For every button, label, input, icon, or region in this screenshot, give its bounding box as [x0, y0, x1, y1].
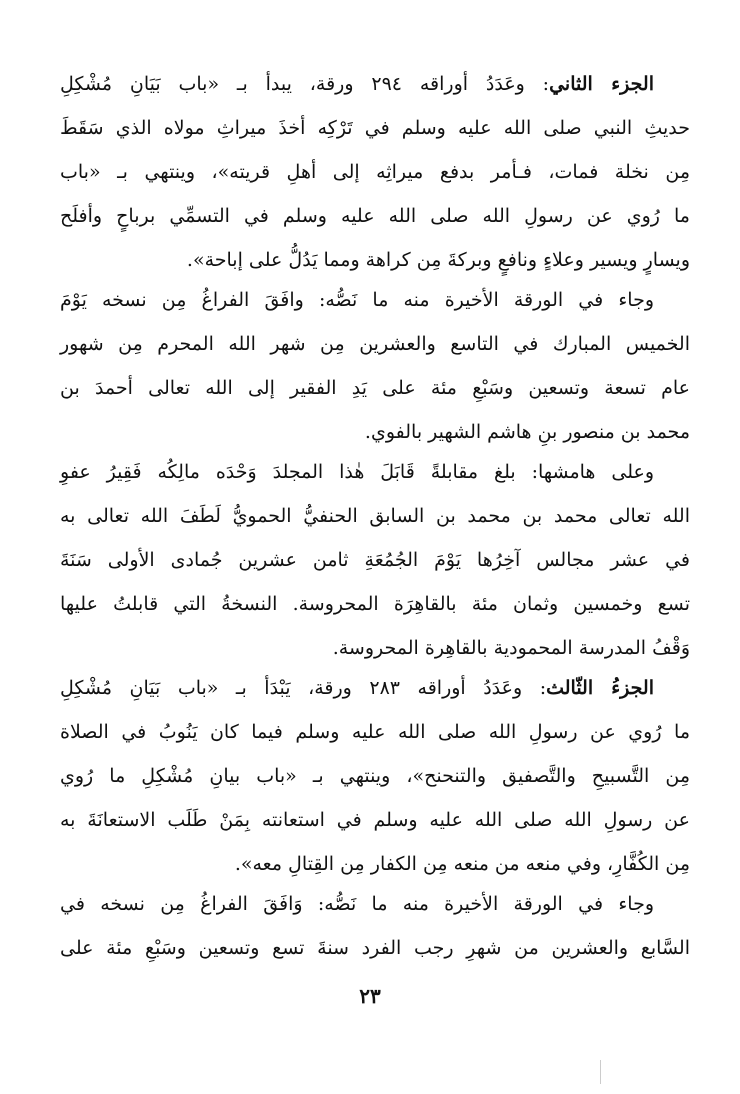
- text-line: في عشر مجالس آخِرُها يَوْمَ الجُمُعَةِ ثامن عشرين جُمادى الأولى سَنَةَ: [60, 549, 690, 571]
- paragraph-part-two: [60, 62, 690, 282]
- paragraph-colophon-two: [60, 278, 690, 454]
- page-number: ٢٣: [359, 984, 381, 1008]
- text-line: محمد بن منصور بنِ هاشم الشهير بالفوي.: [364, 421, 690, 443]
- text-line: وعلى هامشها: بلغ مقابلةً قَابَلَ هٰذا المجلدَ وَحْدَه مالِكُه فَقِيرُ عفوِ: [60, 461, 654, 483]
- part-heading: الجزءُ الثّالث: [546, 677, 654, 699]
- line-text: : وعَدَدُ أوراقه ٢٩٤ ورقة، يبدأ بـ «باب بَيَانِ مُشْكِلِ: [60, 73, 550, 95]
- text-line: [60, 666, 690, 710]
- part-heading: الجزء الثاني: [549, 73, 654, 95]
- text-line: وجاء في الورقة الأخيرة منه ما نَصُّه: وافَقَ الفراغُ مِن نسخه يَوْمَ: [60, 289, 654, 311]
- text-line: مِن نخلة فمات، فـأمر بدفع ميراثِه إلى أهلِ قريته»، وينتهي بـ «باب: [60, 161, 690, 183]
- text-line: وَقْفُ المدرسة المحمودية بالقاهِرة المحروسة.: [332, 637, 690, 659]
- text-line: عام تسعة وتسعين وسَبْعِ مئة على يَدِ الفقير إلى الله تعالى أحمدَ بن: [60, 377, 690, 399]
- text-line: الله تعالى محمد بن محمد بن السابق الحنفيُّ الحمويُّ لَطَفَ الله تعالى به: [60, 505, 690, 527]
- text-line: الخميس المبارك في التاسع والعشرين مِن شهر الله المحرم مِن شهور: [60, 333, 690, 355]
- text-line: ما رُوي عن رسولِ الله صلى الله عليه وسلم في التسمِّي برباحٍ وأفلَح: [60, 205, 690, 227]
- line-text: : وعَدَدُ أوراقه ٢٨٣ ورقة، يَبْدَأ بـ «باب بَيَانِ مُشْكِلِ: [60, 677, 547, 699]
- text-line: ما رُوي عن رسولِ الله صلى الله عليه وسلم فيما كان يَنُوبُ في الصلاة: [60, 721, 690, 743]
- paragraph-margin-note: [60, 450, 690, 670]
- paragraph-colophon-three: [60, 882, 690, 970]
- paragraph-part-three: [60, 666, 690, 886]
- text-line: تسع وخمسين وثمان مئة بالقاهِرَة المحروسة. النسخةُ التي قابلتُ عليها: [60, 593, 690, 615]
- text-line: عن رسولِ الله صلى الله عليه وسلم في استعانته بِمَنْ طَلَب الاستعانَةَ به: [60, 809, 690, 831]
- text-line: وجاء في الورقة الأخيرة منه ما نَصُّه: وَافَقَ الفراغُ مِن نسخه في: [60, 893, 654, 915]
- text-line: [60, 62, 690, 106]
- scan-edge-mark: [600, 1060, 601, 1084]
- text-line: مِن الكُفَّارِ، وفي منعه من منعه مِن الكفار مِن القِتالِ معه».: [234, 853, 690, 875]
- text-line: مِن التَّسبيحِ والتَّصفيق والتنحنح»، وينتهي بـ «باب بيانِ مُشْكِلِ ما رُوي: [60, 765, 690, 787]
- text-line: ويسارٍ ويسير وعلاءٍ ونافعٍ وبركةَ مِن كراهة ومما يَدُلُّ على إباحة».: [186, 249, 690, 271]
- text-line: حديثِ النبي صلى الله عليه وسلم في تَرْكِه أخذَ ميراثِ مولاه الذي سَقَطَ: [60, 117, 690, 139]
- text-line: السَّابع والعشرين من شهرِ رجب الفرد سنةَ تسع وتسعين وسَبْعِ مئة على: [60, 937, 690, 959]
